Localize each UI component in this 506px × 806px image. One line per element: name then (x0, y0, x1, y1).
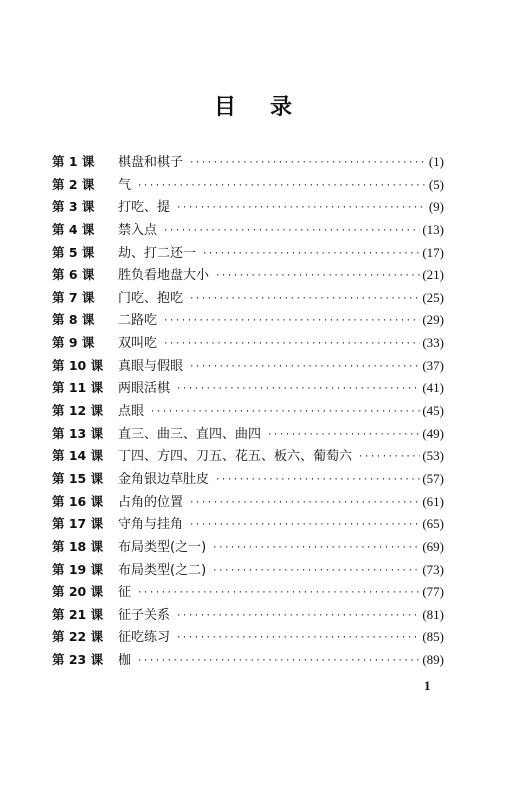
lesson-number: 第 18 课 (52, 538, 104, 554)
lesson-number: 第 10 课 (52, 357, 104, 373)
page-reference: (33) (422, 335, 444, 351)
dot-leader (163, 333, 420, 356)
dot-leader (215, 469, 420, 492)
lesson-title: 枷 (118, 653, 132, 669)
page-title (0, 90, 506, 121)
lesson-title: 征子关系 (118, 607, 171, 623)
page-reference: (29) (422, 312, 444, 328)
toc-entry-19[interactable] (52, 559, 444, 582)
lesson-title: 门吃、抱吃 (118, 290, 184, 306)
toc-entry-17[interactable] (52, 513, 444, 536)
lesson-number: 第 7 课 (52, 289, 95, 305)
lesson-title: 双叫吃 (118, 336, 158, 352)
lesson-number: 第 14 课 (52, 448, 104, 464)
page-reference: (5) (428, 176, 444, 192)
lesson-number: 第 5 课 (52, 244, 95, 260)
dot-leader (189, 152, 427, 175)
toc-entry-13[interactable] (52, 423, 444, 446)
dot-leader (176, 605, 420, 628)
lesson-number: 第 16 课 (52, 493, 104, 509)
dot-leader (176, 197, 427, 220)
toc-entry-8[interactable] (52, 309, 444, 332)
lesson-title: 棋盘和棋子 (118, 155, 184, 170)
lesson-number: 第 21 课 (52, 606, 104, 622)
page-reference: (53) (422, 448, 444, 464)
dot-leader (212, 560, 420, 583)
page-reference: (25) (422, 289, 444, 305)
toc-entry-18[interactable] (52, 536, 444, 559)
lesson-title: 劫、打二还一 (118, 245, 197, 261)
toc-entry-20[interactable] (52, 581, 444, 604)
toc-entry-6[interactable] (52, 264, 444, 287)
lesson-number: 第 23 课 (52, 652, 104, 668)
page-reference: (49) (422, 425, 444, 441)
lesson-number: 第 1 课 (52, 154, 95, 169)
page-reference: (9) (428, 199, 444, 215)
lesson-number: 第 13 课 (52, 425, 104, 441)
dot-leader (176, 378, 420, 401)
dot-leader (189, 492, 420, 515)
dot-leader (163, 310, 420, 333)
page-number: 1 (424, 678, 431, 693)
page-reference: (85) (422, 629, 444, 645)
lesson-title: 丁四、方四、刀五、花五、板六、葡萄六 (118, 449, 353, 465)
dot-leader (215, 265, 420, 288)
page-reference: (69) (422, 538, 444, 554)
dot-leader (212, 537, 420, 560)
toc-entry-12[interactable] (52, 400, 444, 423)
lesson-number: 第 4 课 (52, 221, 95, 237)
lesson-number: 第 2 课 (52, 176, 95, 192)
dot-leader (163, 220, 420, 243)
dot-leader (176, 627, 420, 650)
toc-entry-3[interactable] (52, 196, 444, 219)
dot-leader (202, 243, 420, 266)
lesson-title: 禁入点 (118, 222, 158, 238)
page-reference: (65) (422, 516, 444, 532)
table-of-contents (52, 151, 444, 672)
page-reference: (61) (422, 493, 444, 509)
toc-entry-4[interactable] (52, 219, 444, 242)
lesson-number: 第 17 课 (52, 516, 104, 532)
page-reference: (89) (422, 652, 444, 668)
page-reference: (21) (422, 267, 444, 283)
lesson-number: 第 12 课 (52, 403, 104, 419)
toc-entry-14[interactable] (52, 445, 444, 468)
lesson-title: 两眼活棋 (118, 381, 171, 397)
page-reference: (13) (422, 221, 444, 237)
dot-leader (358, 446, 420, 469)
page-title-char-2: 录 (270, 95, 293, 120)
page-reference: (17) (422, 244, 444, 260)
lesson-title: 二路吃 (118, 313, 158, 329)
toc-entry-1[interactable] (52, 151, 444, 174)
page-reference: (81) (422, 606, 444, 622)
lesson-title: 守角与挂角 (118, 517, 184, 533)
page-reference: (1) (428, 154, 444, 169)
page-reference: (77) (422, 584, 444, 600)
toc-entry-15[interactable] (52, 468, 444, 491)
lesson-title: 金角银边草肚皮 (118, 471, 210, 487)
lesson-number: 第 20 课 (52, 584, 104, 600)
lesson-title: 征 (118, 585, 132, 601)
lesson-title: 征吃练习 (118, 630, 171, 646)
toc-entry-23[interactable] (52, 649, 444, 672)
toc-entry-9[interactable] (52, 332, 444, 355)
dot-leader (189, 514, 420, 537)
dot-leader (137, 582, 420, 605)
lesson-title: 真眼与假眼 (118, 358, 184, 374)
lesson-number: 第 19 课 (52, 561, 104, 577)
lesson-number: 第 9 课 (52, 335, 95, 351)
dot-leader (137, 650, 420, 673)
dot-leader (150, 401, 420, 424)
lesson-title: 直三、曲三、直四、曲四 (118, 426, 262, 442)
lesson-number: 第 6 课 (52, 267, 95, 283)
lesson-title: 布局类型(之二) (118, 562, 207, 578)
lesson-title: 占角的位置 (118, 494, 184, 510)
dot-leader (267, 424, 420, 447)
lesson-number: 第 11 课 (52, 380, 104, 396)
page-reference: (73) (422, 561, 444, 577)
toc-entry-7[interactable] (52, 287, 444, 310)
toc-entry-10[interactable] (52, 355, 444, 378)
page-reference: (45) (422, 403, 444, 419)
toc-entry-2[interactable] (52, 174, 444, 197)
lesson-title: 胜负看地盘大小 (118, 268, 210, 284)
lesson-number: 第 15 课 (52, 470, 104, 486)
lesson-number: 第 3 课 (52, 199, 95, 215)
lesson-number: 第 22 课 (52, 629, 104, 645)
toc-entry-22[interactable] (52, 626, 444, 649)
lesson-title: 布局类型(之一) (118, 539, 207, 555)
page-reference: (37) (422, 357, 444, 373)
page-reference: (41) (422, 380, 444, 396)
dot-leader (189, 356, 420, 379)
dot-leader (137, 175, 427, 198)
toc-entry-21[interactable] (52, 604, 444, 627)
page-title-char-1: 目 (213, 95, 236, 120)
dot-leader (189, 288, 420, 311)
toc-entry-5[interactable] (52, 242, 444, 265)
lesson-title: 点眼 (118, 404, 145, 420)
lesson-title: 打吃、提 (118, 200, 171, 216)
toc-entry-11[interactable] (52, 377, 444, 400)
toc-entry-16[interactable] (52, 491, 444, 514)
lesson-number: 第 8 课 (52, 312, 95, 328)
page-reference: (57) (422, 470, 444, 486)
lesson-title: 气 (118, 177, 132, 193)
